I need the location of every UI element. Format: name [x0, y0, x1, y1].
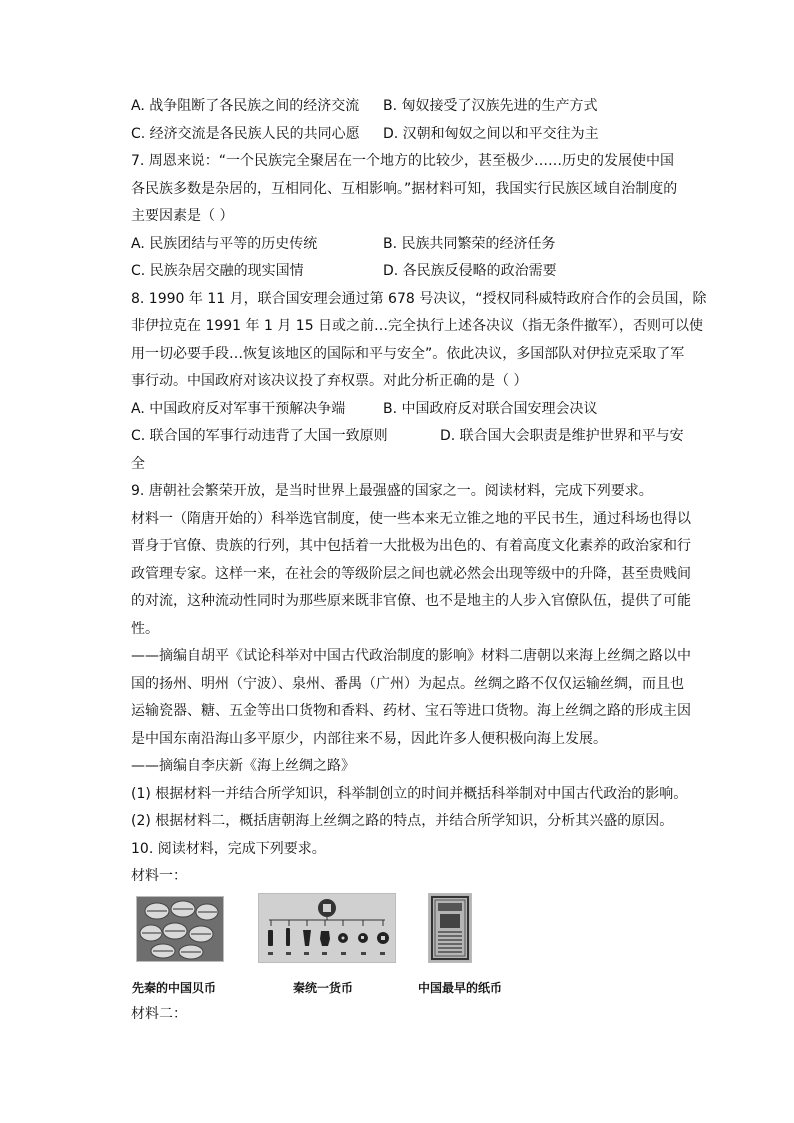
q10-material1-label: 材料一：	[131, 868, 187, 884]
q8-option-d-wrap: 全	[131, 456, 145, 472]
q9-material1-line4: 的对流，这种流动性同时为那些原来既非官僚、也不是地主的人步入官僚队伍，提供了可能	[131, 593, 691, 609]
q6-option-b: B. 匈奴接受了汉族先进的生产方式	[383, 98, 598, 114]
q10-material2-label: 材料二：	[131, 1006, 187, 1022]
q8-stem-line1: 8. 1990 年 11 月，联合国安理会通过第 678 号决议，“授权同科威特政府合作的会员国，除	[131, 291, 707, 307]
q9-question2: (2) 根据材料二，概括唐朝海上丝绸之路的特点，并结合所学知识，分析其兴盛的原因。	[131, 813, 674, 829]
q6-option-d: D. 汉朝和匈奴之间以和平交往为主	[383, 126, 599, 142]
q7-stem-line2: 各民族多数是杂居的，互相同化、互相影响。”据材料可知，我国实行民族区域自治制度的	[131, 181, 678, 197]
q7-option-c: C. 民族杂居交融的现实国情	[131, 263, 304, 279]
q9-material1-line2: 晋身于官僚、贵族的行列，其中包括着一大批极为出色的、有着高度文化素养的政治家和行	[131, 538, 691, 554]
q8-option-d: D. 联合国大会职责是维护世界和平与安	[440, 428, 684, 444]
q9-material2-line3: 运输瓷器、糖、五金等出口货物和香料、药材、宝石等进口货物。海上丝绸之路的形成主因	[131, 703, 691, 719]
paper-money-icon	[428, 893, 472, 963]
q7-option-b: B. 民族共同繁荣的经济任务	[383, 236, 556, 252]
q9-material1-line5: 性。	[131, 621, 159, 637]
q8-option-a: A. 中国政府反对军事干预解决争端	[131, 401, 346, 417]
q6-option-c: C. 经济交流是各民族人民的共同心愿	[131, 126, 360, 142]
q9-material1-line3: 政管理专家。这样一来，在社会的等级阶层之间也就必然会出现等级中的升降，甚至贵贱间	[131, 566, 691, 582]
q8-option-c: C. 联合国的军事行动违背了大国一致原则	[131, 428, 388, 444]
q7-option-d: D. 各民族反侵略的政治需要	[383, 263, 557, 279]
qin-coins-icon	[258, 893, 396, 963]
q9-material2-line1: ——摘编自胡平《试论科举对中国古代政治制度的影响》材料二唐朝以来海上丝绸之路以中	[131, 648, 691, 664]
q9-material2-source: ——摘编自李庆新《海上丝绸之路》	[131, 758, 355, 774]
q9-material2-line4: 是中国东南沿海山多平原少，内部往来不易，因此许多人便积极向海上发展。	[131, 731, 607, 747]
q8-stem-line3: 用一切必要手段…恢复该地区的国际和平与安全”。依此决议，多国部队对伊拉克采取了军	[131, 346, 685, 362]
q8-stem-line2: 非伊拉克在 1991 年 1 月 15 日或之前…完全执行上述各决议（指无条件撤军），否则可以使	[131, 318, 704, 334]
q9-question1: (1) 根据材料一并结合所学知识，科举制创立的时间并概括科举制对中国古代政治的影响。	[131, 786, 688, 802]
q7-stem-line3: 主要因素是（ ）	[131, 208, 234, 224]
cowrie-shells-icon	[136, 896, 224, 962]
q8-stem-line4: 事行动。中国政府对该决议投了弃权票。对此分析正确的是（ ）	[131, 373, 528, 389]
q10-stem: 10. 阅读材料，完成下列要求。	[131, 841, 326, 857]
q8-option-b: B. 中国政府反对联合国安理会决议	[383, 401, 598, 417]
q7-stem-line1: 7. 周恩来说：“一个民族完全聚居在一个地方的比较少，甚至极少……历史的发展使中国	[131, 153, 675, 169]
q9-material2-line2: 国的扬州、明州（宁波）、泉州、番禺（广州）为起点。丝绸之路不仅仅运输丝绸，而且也	[131, 676, 684, 692]
caption-cowrie-money: 先秦的中国贝币	[132, 981, 217, 995]
caption-qin-currency: 秦统一货币	[293, 981, 354, 995]
q7-option-a: A. 民族团结与平等的历史传统	[131, 236, 318, 252]
q9-material1-line1: 材料一（隋唐开始的）科举选官制度，使一些本来无立锥之地的平民书生，通过科场也得以	[131, 511, 691, 527]
q6-option-a: A. 战争阻断了各民族之间的经济交流	[131, 98, 360, 114]
caption-paper-money: 中国最早的纸币	[418, 981, 503, 995]
q9-stem: 9. 唐朝社会繁荣开放，是当时世界上最强盛的国家之一。阅读材料，完成下列要求。	[131, 483, 653, 499]
